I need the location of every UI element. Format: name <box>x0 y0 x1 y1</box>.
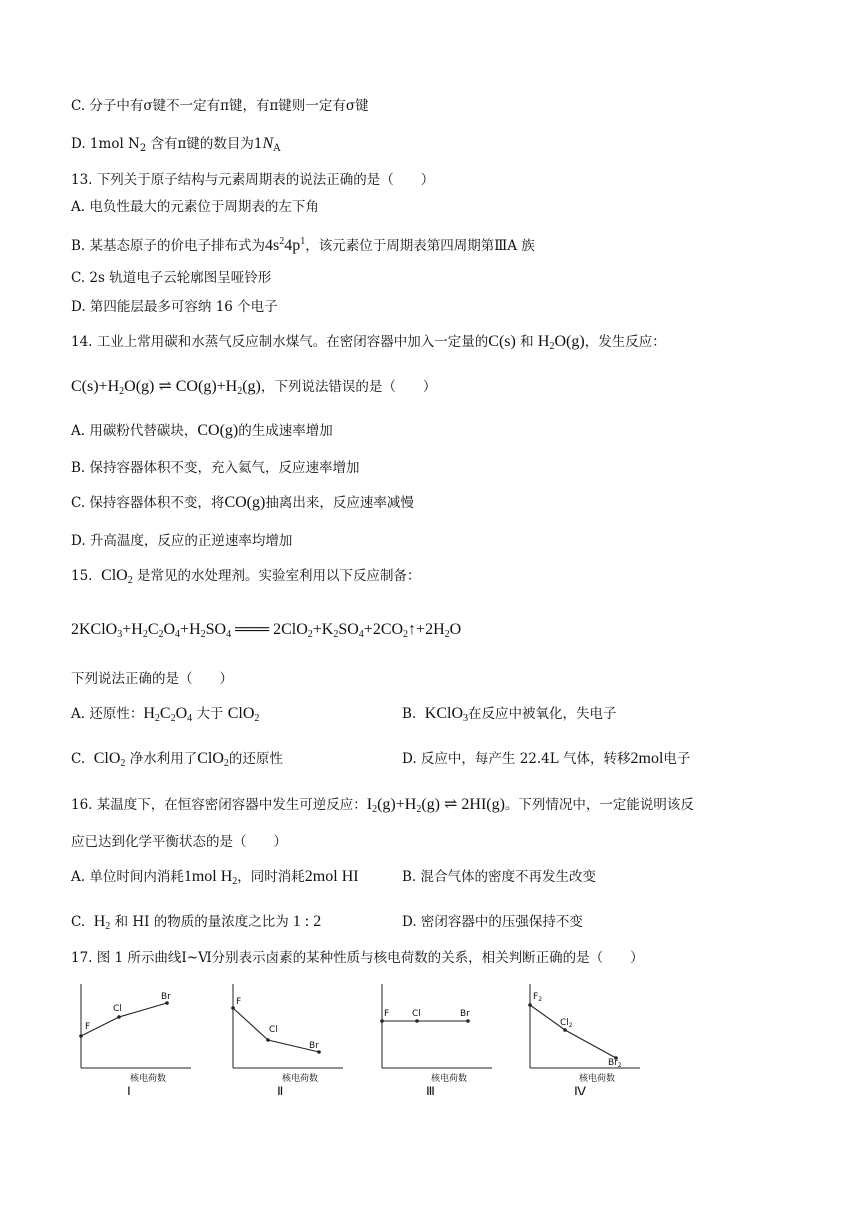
graph-1-label-f: F <box>85 1022 91 1032</box>
graph-4-label-f2: $F_2$ <box>533 992 543 1003</box>
question-14-equation: $C(s)+H_2O(g)$ ⇌ $CO(g)+H_2(g)$，下列说法错误的是（ ） <box>71 378 437 397</box>
option-12-c: C. 分子中有σ键不一定有π键，有π键则一定有σ键 <box>71 98 369 114</box>
graph-3-label-br: Br <box>460 1009 470 1019</box>
option-16-c: C. $H_2$ 和 HI 的物质的量浓度之比为 1 : 2 <box>71 913 322 932</box>
graph-4-xlabel: 核电荷数 <box>579 1074 616 1084</box>
option-13-a: A. 电负性最大的元素位于周期表的左下角 <box>71 199 319 215</box>
question-15: 15. ClO$_2$ 是常见的水处理剂。实验室利用以下反应制备： <box>71 567 421 586</box>
graph-1-xlabel: 核电荷数 <box>130 1074 167 1084</box>
graph-1-label-cl: Cl <box>113 1004 122 1014</box>
graph-4-label-br2: $Br_2$ <box>608 1058 622 1069</box>
option-14-b: B. 保持容器体积不变，充入氦气，反应速率增加 <box>71 460 360 476</box>
graph-3-roman: Ⅲ <box>426 1084 435 1095</box>
graph-3-label-cl: Cl <box>412 1009 421 1019</box>
option-13-b: B. 某基态原子的价电子排布式为$4s^24p^1$，该元素位于周期表第四周期第ⅢA 族 <box>71 236 535 254</box>
option-16-b: B. 混合气体的密度不再发生改变 <box>402 869 597 885</box>
option-13-d: D. 第四能层最多可容纳 16 个电子 <box>71 299 278 315</box>
option-15-b: B. KClO$_3$在反应中被氧化，失电子 <box>402 705 617 724</box>
question-16: 16. 某温度下，在恒容密闭容器中发生可逆反应：$I_2(g)+H_2(g)$ ⇌ 2HI(g)。下列情况中，一定能说明该反 <box>71 796 694 815</box>
graph-3 <box>374 980 494 1095</box>
graph-2-label-cl: Cl <box>269 1025 278 1035</box>
graph-4-label-cl2: $Cl_2$ <box>560 1018 573 1029</box>
question-14: 14. 工业上常用碳和水蒸气反应制水煤气。在密闭容器中加入一定量的C(s) 和 $H_2O(g)$，发生反应： <box>71 333 666 352</box>
option-16-d: D. 密闭容器中的压强保持不变 <box>402 914 583 930</box>
graph-1 <box>73 980 193 1095</box>
option-16-a: A. 单位时间内消耗1mol $H_2$，同时消耗2mol HI <box>71 868 359 887</box>
graph-4 <box>522 980 642 1095</box>
option-15-d: D. 反应中，每产生 22.4L 气体，转移2mol电子 <box>402 750 691 767</box>
option-14-d: D. 升高温度，反应的正逆速率均增加 <box>71 533 293 549</box>
graph-2 <box>225 980 345 1095</box>
option-15-a: A. 还原性：$H_2C_2O_4$ 大于 ClO$_2$ <box>71 705 260 724</box>
option-15-c: C. ClO$_2$ 净水利用了ClO$_2$的还原性 <box>71 750 283 769</box>
question-16-line2: 应已达到化学平衡状态的是（ ） <box>71 834 287 850</box>
option-14-a: A. 用碳粉代替碳块，CO(g)的生成速率增加 <box>71 422 333 439</box>
question-13: 13. 下列关于原子结构与元素周期表的说法正确的是（ ） <box>71 172 435 188</box>
graph-2-xlabel: 核电荷数 <box>282 1074 319 1084</box>
graph-2-roman: Ⅱ <box>277 1084 284 1095</box>
graph-2-label-f: F <box>236 997 242 1007</box>
question-15-ask: 下列说法正确的是（ ） <box>71 671 233 687</box>
graph-2-label-br: Br <box>309 1041 319 1051</box>
option-13-c: C. 2s 轨道电子云轮廓图呈哑铃形 <box>71 270 272 286</box>
graph-1-label-br: Br <box>161 992 171 1002</box>
question-17: 17. 图 1 所示曲线Ⅰ~Ⅵ分别表示卤素的某种性质与核电荷数的关系，相关判断正确的是（ ） <box>71 950 644 966</box>
graph-3-xlabel: 核电荷数 <box>431 1074 468 1084</box>
graph-4-roman: Ⅳ <box>574 1084 586 1095</box>
graph-3-label-f: F <box>384 1009 390 1019</box>
graph-1-roman: Ⅰ <box>127 1084 131 1095</box>
question-15-equation: $2KClO_3+H_2C_2O_4+H_2SO_4$ ═══ $2ClO_2+K_2SO_4+2CO_2↑+2H_2O$ <box>71 621 462 640</box>
option-12-d: D. 1mol $N_2$ 含有π键的数目为$1N_A$ <box>71 135 281 154</box>
option-14-c: C. 保持容器体积不变，将CO(g)抽离出来，反应速率减慢 <box>71 494 414 511</box>
